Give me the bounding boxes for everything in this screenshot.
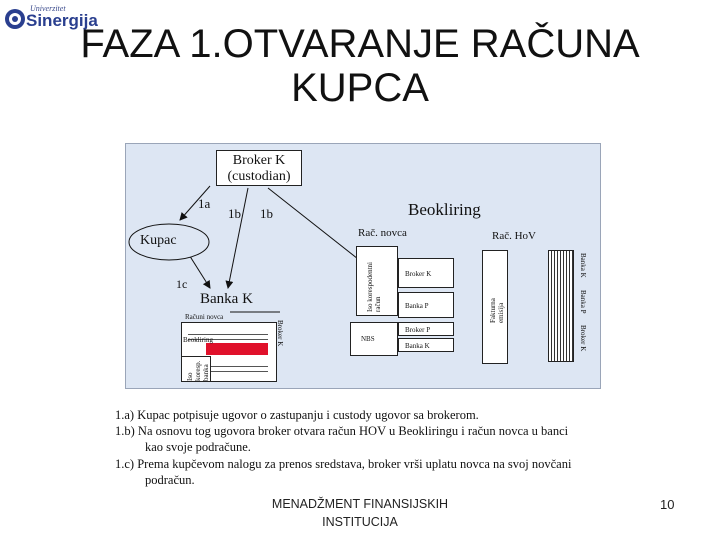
- banka-p-account-label: Banka P: [405, 302, 429, 310]
- broker-k-account-label: Broker K: [405, 270, 432, 278]
- highlighted-account-row: [206, 343, 268, 355]
- page-number: 10: [660, 497, 675, 512]
- rac-hov-label: Rač. HoV: [492, 230, 536, 242]
- note-1b: 1.b) Na osnovu tog ugovora broker otvara račun HOV u Beokliringu i račun novca u banci kao svoje podračune.: [115, 424, 569, 455]
- broker-k-vertical-label: Broker K: [276, 320, 284, 347]
- nbs-label: NBS: [361, 335, 375, 343]
- step-1b-right-label: 1b: [260, 206, 273, 221]
- banka-k-title: Banka K: [200, 291, 253, 307]
- arrow-1b-left: [228, 188, 248, 288]
- step-notes: [115, 407, 585, 488]
- broker-p-account-label: Broker P: [405, 326, 431, 334]
- nbs-box: [350, 322, 398, 356]
- broker-k-account-box: [398, 258, 454, 288]
- right-broker-k-label: Broker K: [579, 325, 587, 352]
- right-banka-k-label: Banka K: [579, 253, 587, 278]
- broker-p-account-box: [398, 322, 454, 336]
- iso-koresp-banka-label: Iso koresp. banka: [186, 360, 210, 381]
- footer: [240, 495, 480, 531]
- banka-k-account-label: Banka K: [405, 342, 430, 350]
- title-line-1: FAZA 1.OTVARANJE RAČUNA: [80, 22, 640, 66]
- rac-novca-label: Rač. novca: [358, 227, 407, 239]
- custodian-label: (custodian): [227, 169, 291, 184]
- beokliring-small-label: Beokliring: [183, 336, 213, 344]
- beokliring-title: Beokliring: [408, 200, 481, 219]
- banka-k-account-box: [398, 338, 454, 352]
- step-1b-left-label: 1b: [228, 206, 241, 221]
- step-1a-label: 1a: [198, 196, 211, 211]
- title-line-2: KUPCA: [291, 66, 429, 110]
- iso-korr-racun-label: Iso korespodentni račun: [366, 262, 382, 312]
- banka-p-account-box: [398, 292, 454, 318]
- step-1c-label: 1c: [176, 277, 188, 291]
- broker-k-custodian-box: [216, 150, 302, 186]
- note-1c: 1.c) Prema kupčevom nalogu za prenos sredstava, broker vrši uplatu novca na svoj novčani podračun.: [115, 456, 572, 487]
- footer-line-2: INSTITUCIJA: [322, 515, 398, 529]
- logo-main-text: Sinergija: [26, 11, 98, 30]
- racuni-novca-label: Računi novca: [185, 313, 224, 321]
- note-1a: 1.a) Kupac potpisuje ugovor o zastupanju i custody ugovor sa brokerom.: [115, 408, 479, 422]
- hov-accounts-box: [548, 250, 574, 362]
- broker-k-label: Broker K: [232, 153, 286, 168]
- footer-line-1: MENADŽMENT FINANSIJSKIH: [271, 497, 449, 511]
- right-banka-p-label: Banka P: [579, 290, 587, 314]
- fakturna-emisija-label: Fakturna emisija: [489, 298, 505, 323]
- kupac-label: Kupac: [140, 233, 177, 248]
- logo-small-text: Univerzitet: [30, 4, 66, 13]
